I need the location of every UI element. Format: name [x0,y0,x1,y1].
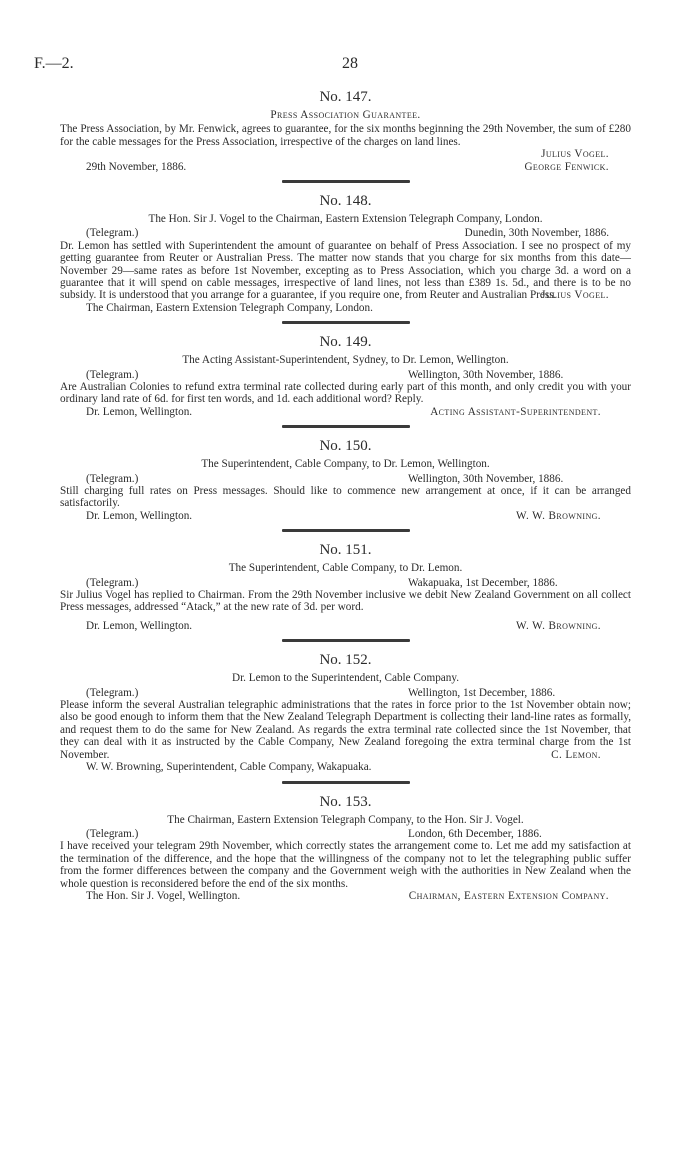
entry-title: The Acting Assistant-Superintendent, Sydney, to Dr. Lemon, Wellington. [182,354,509,367]
entry-title: The Superintendent, Cable Company, to Dr. Lemon. [228,562,463,575]
address-signature-row [60,890,631,902]
entry-147 [60,88,631,173]
telegram-row [60,473,631,485]
signature: W. W. Browning. [516,619,601,632]
entry-151 [60,541,631,632]
entry-body: The Press Association, by Mr. Fenwick, agrees to guarantee, for the six months beginning the 29th November, the sum of £280 for the cable messages for the Press Association, irrespective of the charges on land lines. [60,123,631,148]
entry-152 [60,651,631,773]
section-divider [282,781,410,784]
place-date: Wellington, 1st December, 1886. [408,686,556,699]
entry-number: No. 150. [319,438,372,455]
document-reference: F.—2. [34,55,74,72]
section-divider [282,529,410,532]
addressee: Dr. Lemon, Wellington. [86,509,193,522]
entry-number: No. 151. [319,542,372,559]
telegram-row [60,577,631,589]
address-signature-row [60,620,631,632]
addressee: W. W. Browning, Superintendent, Cable Company, Wakapuaka. [86,761,372,774]
telegram-row [60,227,631,239]
addressee: The Hon. Sir J. Vogel, Wellington. [86,889,241,902]
entry-body: Please inform the several Australian telegraphic administrations that the rates in force prior to the 1st November obtain now; also be good enough to inform them that the New Zealand Telegraph Department is collecting their land-line rates as formally, and request them to do the same for New Zealand. As regards the extra terminal rate collected since the 1st November, that they can deal with it as instructed by the Cable Company, New Zealand foregoing the extra terminal charge from the 1st November. [60,699,631,761]
entry-title: Press Association Guarantee. [270,109,421,121]
addressee: Dr. Lemon, Wellington. [86,405,193,418]
section-divider [282,425,410,428]
entry-date: 29th November, 1886. [86,160,187,173]
entry-number: No. 152. [319,652,372,669]
telegram-row [60,828,631,840]
signature: George Fenwick. [524,160,609,173]
section-divider [282,639,410,642]
place-date: Dunedin, 30th November, 1886. [464,227,609,240]
entry-153 [60,793,631,903]
telegram-label: (Telegram.) [86,827,139,840]
signature: Chairman, Eastern Extension Company. [408,889,609,902]
address-signature-row [60,510,631,522]
place-date: Wellington, 30th November, 1886. [408,472,564,485]
addressee: The Chairman, Eastern Extension Telegraph Company, London. [86,301,373,314]
section-divider [282,321,410,324]
signature: Julius Vogel. [541,148,609,161]
entry-body: Dr. Lemon has settled with Superintendent the amount of guarantee on behalf of Press Association. I see no prospect of my getting guarantee from Reuter or Australian Press. The matter now stands that you charge for six months from this date—November 29—same rates as before 1st November, excepting as to Press Association, which you charge 3d. a word on a guarantee that it will spend on cable messages, irrespective of land lines, not less than £389 1s. 5d., and there is to be no subsidy. It is understood that you arrange for a guarantee, if you require one, from Reuter and Australian Press. [60,239,631,302]
signature: C. Lemon. [551,748,601,761]
entry-body: Sir Julius Vogel has replied to Chairman. From the 29th November inclusive we debit New Zealand Government on all collect Press messages, addressed “Atack,” at the new rate of 3d. per word. [60,589,631,614]
entry-149 [60,333,631,418]
entry-number: No. 148. [319,193,372,210]
place-date: Wakapuaka, 1st December, 1886. [408,576,558,589]
entry-title: Dr. Lemon to the Superintendent, Cable Company. [231,672,460,685]
signature: W. W. Browning. [516,509,601,522]
telegram-label: (Telegram.) [86,472,139,485]
place-date: London, 6th December, 1886. [408,827,542,840]
page-number: 28 [342,55,358,72]
telegram-row [60,369,631,381]
section-divider [282,180,410,183]
entry-title: The Chairman, Eastern Extension Telegraph Company, to the Hon. Sir J. Vogel. [167,813,524,826]
telegram-label: (Telegram.) [86,227,139,240]
entry-number: No. 149. [319,334,372,351]
addressee: Dr. Lemon, Wellington. [86,619,193,632]
entry-148 [60,192,631,314]
signature: Acting Assistant-Superintendent. [430,405,601,418]
entry-title: The Superintendent, Cable Company, to Dr. Lemon, Wellington. [201,458,490,471]
entry-body: I have received your telegram 29th November, which correctly states the arrangement come to. Let me add my satisfaction at the termination of the difference, and the hope that the willingness of the company not to let the telegraphing public suffer from the former differences between the company and the Government weigh with the authorities in New Zealand when the whole question is reconsidered before the end of the six months. [60,840,631,890]
date-signature-row [60,161,631,173]
entry-body: Are Australian Colonies to refund extra terminal rate collected during early part of this month, and only credit you with your ordinary land rate of 6d. for first ten words, and 1d. each additional word? Reply. [60,381,631,406]
signature: Julius Vogel. [541,289,609,302]
telegram-row [60,687,631,699]
document-body [60,88,631,902]
entry-150 [60,437,631,522]
page-header [34,55,666,78]
entry-number: No. 147. [319,89,372,105]
entry-title: The Hon. Sir J. Vogel to the Chairman, Eastern Extension Telegraph Company, London. [148,213,543,226]
telegram-label: (Telegram.) [86,686,139,699]
place-date: Wellington, 30th November, 1886. [408,368,564,381]
entry-number: No. 153. [319,793,372,810]
telegram-label: (Telegram.) [86,368,139,381]
entry-body: Still charging full rates on Press messages. Should like to commence new arrangement at once, if it can be arranged satisfactorily. [60,485,631,510]
telegram-label: (Telegram.) [86,576,139,589]
address-signature-row [60,406,631,418]
